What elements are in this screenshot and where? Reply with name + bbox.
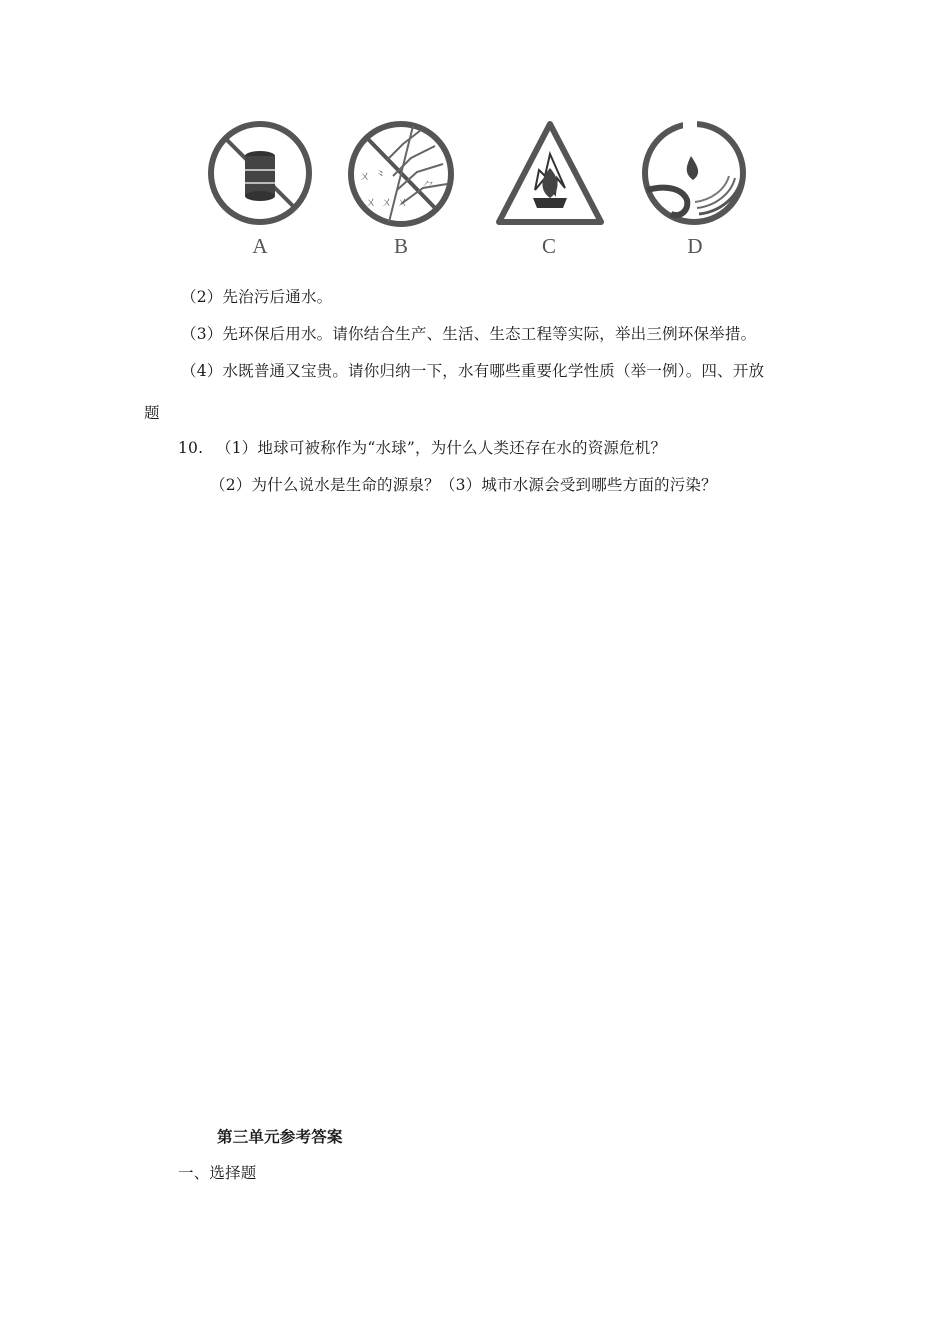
answers-title: 第三单元参考答案 (217, 1127, 343, 1146)
sign-a (205, 118, 325, 258)
sign-b (345, 118, 465, 258)
sign-label-c: C (541, 234, 556, 258)
answers-section-1: 一、选择题 (178, 1164, 257, 1182)
svg-text:ㄨ ㄨ ㄨ: ㄨ ㄨ ㄨ (365, 195, 409, 209)
sign-label-d: D (687, 234, 703, 258)
svg-text:⺈: ⺈ (423, 180, 434, 193)
question-10-part-2: （2）为什么说水是生命的源泉？（3）城市水源会受到哪些方面的污染？ (210, 476, 717, 494)
question-4-line-1: （4）水既普通又宝贵。请你归纳一下，水有哪些重要化学性质（举一例）。四、开放 (181, 362, 765, 380)
no-oil-drum-icon (205, 118, 315, 228)
sign-label-b: B (393, 234, 408, 258)
question-3: （3）先环保后用水。请你结合生产、生活、生态工程等实际，举出三例环保举措。 (181, 325, 757, 343)
sign-d (639, 118, 759, 258)
sign-figure (195, 118, 755, 268)
question-10-number: 10. (178, 439, 204, 457)
sign-c (493, 118, 613, 258)
svg-text:ㄨ ⺀: ㄨ ⺀ (359, 169, 387, 183)
no-deforestation-icon (345, 118, 457, 230)
sign-label-a: A (252, 234, 268, 258)
flammable-warning-icon (493, 118, 607, 228)
question-10-part-1: （1）地球可被称作为“水球”，为什么人类还存在水的资源危机？ (216, 439, 667, 457)
question-4-line-2: 题 (144, 404, 160, 422)
water-saving-icon (639, 118, 749, 228)
question-2: （2）先治污后通水。 (181, 288, 333, 306)
